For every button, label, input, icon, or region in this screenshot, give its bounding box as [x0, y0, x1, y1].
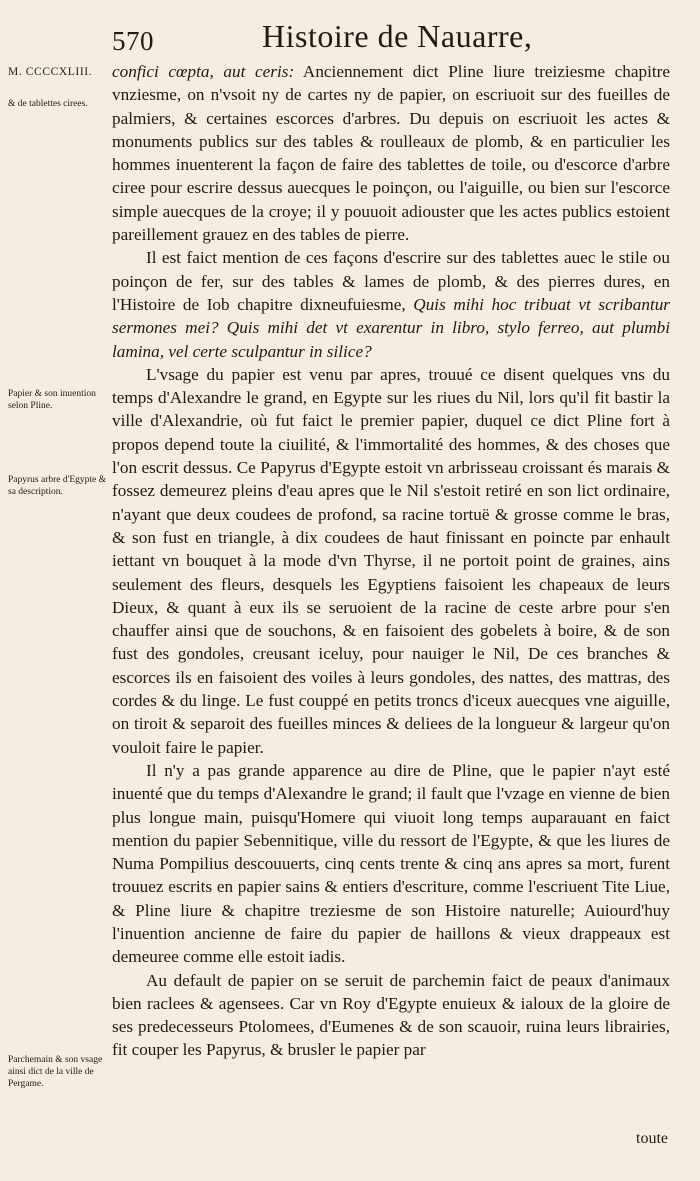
margin-note-papier: Papier & son inuention selon Pline.: [8, 389, 96, 411]
catchword: toute: [636, 1130, 668, 1147]
body-text: [112, 60, 670, 1062]
paragraph: Il n'y a pas grande apparence au dire de Pline, que le papier n'ayt esté inuenté que du temps d'Alexandre le grand; il fault que l'vzage en vienne de bien plus longue main, puisqu'Homere qui viuoit long temps auparauant en faict mention du papier Sebennitique, ville du ressort de l'Egypte, & que les liures de Numa Pompilius descouuerts, cinq cents trente & cinq ans apres sa mort, furent trouuez escrits en papier sains & entiers d'escriture, comme l'escriuent Tite Liue, & Pline liure & chapitre treziesme de son Histoire naturelle; Auiourd'huy l'inuention ancienne de faire du papier de haillons & vieux drappeaux est demeuree comme elle estoit iadis.: [112, 760, 670, 967]
page-number: 570: [112, 26, 154, 56]
paragraph: L'vsage du papier est venu par apres, trouué ce disent quelques vns du temps d'Alexandre le grand, en Egypte sur les riues du Nil, lors qu'il fit bastir la ville d'Alexandrie, où fut faict le premier papier, duquel ce dict Pline fort à propos depend toute la ciuilité, & l'immortalité des hommes, & des choses que l'on escrit dessus. Ce Papyrus d'Egypte estoit vn arbrisseau croissant és marais & fossez demeurez pleins d'eau apres que le Nil s'estoit retiré en son lict ordinaire, n'ayant que deux coudees de profond, sa racine tortuë & grosse comme le bras, & son fust en triangle, à dix coudees de haut finissant en poincte par enhault iettant vn bouquet à la mode d'vn Thyrse, il ne portoit point de graines, ains seulement des fleurs, desquels les Egyptiens faisoient les chapeaux de leurs Dieux, & quant à eux ils se seruoient de la racine de ceste arbre pour s'en chauffer ainsi que de souchons, & en faisoient des gobelets à boire, & de son fust des gondoles, creusant iceluy, pour nauiger le Nil, De ces branches & escorces ils en faisoient des voiles à leurs gondoles, des nattes, des mattras, des cordes & du linge. Le fust couppé en petits troncs d'iceux auecques vne aiguille, on tiroit & separoit des fueilles minces & deliees de la longueur & largeur qu'on vouloit faire le papier.: [112, 364, 670, 757]
paragraph-text: Anciennement dict Pline liure treiziesme chapitre vnziesme, on n'vsoit ny de cartes ny de papier, on escriuoit sur des fueilles de palmiers, & certaines escorces d'arbres. Du depuis on escriuoit les actes & monuments publics sur des tables & roulleaux de plomb, & en particulier les hommes inuenterent la façon de faire des tablettes de toile, ou d'escorce d'arbre ciree pour escrire dessus auecques le poinçon, ou l'aiguille, ou bien sur l'escorce simple auecques de la croye; il y pouuoit adiouster que les actes publics estoient pareillement grauez en des tables de pierre.: [112, 62, 670, 245]
margin-note-parchemain: Parchemain & son vsage ainsi dict de la ville de Pergame.: [8, 1055, 103, 1089]
paragraph-text: Il est faict mention de ces façons d'escrire sur des tablettes auec le stile ou poinçon de fer, sur des tables & lames de plomb, & des pierres dures, en l'Histoire de Iob chapitre dixneufuiesme,: [112, 248, 670, 314]
paragraph: Au default de papier on se seruit de parchemin faict de peaux d'animaux bien raclees & agensees. Car vn Roy d'Egypte enuieux & ialoux de la gloire de ses predecesseurs Ptolomees, d'Eumenes & de son scauoir, ruina leurs librairies, fit couper les Papyrus, & brusler le papier par: [112, 970, 670, 1060]
running-title: Histoire de Nauarre,: [262, 18, 533, 54]
page-header: [112, 14, 692, 62]
latin-quote: confici cœpta, aut ceris:: [112, 62, 295, 81]
margin-note-tablettes: & de tablettes cirees.: [8, 99, 88, 109]
paragraph: [112, 246, 670, 362]
year-margin-note: M. CCCCXLIII.: [8, 66, 93, 78]
latin-quote: Quis mihi hoc tribuat vt scribantur sermones mei? Quis mihi det vt exarentur in libro, stylo ferreo, aut plumbi lamina, vel certe sculpantur in silice?: [112, 294, 670, 361]
paragraph: [112, 60, 670, 246]
margin-note-papyrus: Papyrus arbre d'Egypte & sa description.: [8, 475, 107, 497]
